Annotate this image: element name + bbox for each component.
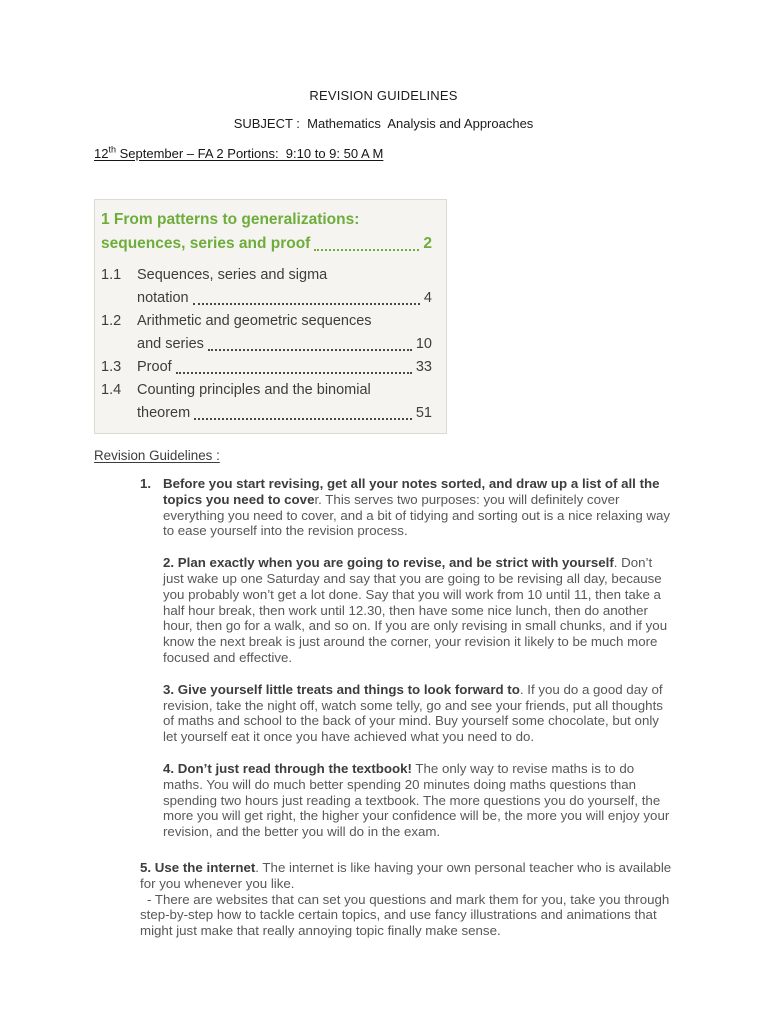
toc-entry-text	[137, 356, 432, 379]
guideline-item-2-bold: 2. Plan exactly when you are going to revise, and be strict with yourself	[163, 555, 614, 571]
guideline-item-2	[163, 555, 673, 666]
guideline-item-1-number: 1.	[140, 476, 152, 491]
guideline-item-4-bold: 4. Don’t just read through the textbook!	[163, 760, 412, 776]
toc-chapter-line2	[101, 232, 432, 256]
guideline-item-1-text	[163, 476, 673, 539]
guideline-item-2-rest: . Don’t just wake up one Saturday and say that you are going to be revising all day, because you probably won’t get a lot done. Say that you will work from 10 until 11, then take a half hour break, then work until 12.30, then have some nice lunch, then do another hour, then go for a walk, and so on. If you are only revising in small chunks, and if you know the next break is just around the corner, your revision it likely to be much more focused and effective.	[163, 555, 668, 665]
guideline-item-5-bold: 5. Use the internet	[140, 859, 256, 875]
toc-entry-line: notation	[137, 290, 189, 306]
toc-dotted-leader	[194, 402, 412, 420]
toc-page-number: 51	[415, 405, 432, 421]
subject-line: SUBJECT : Mathematics Analysis and Approaches	[233, 116, 534, 131]
date-day: 12	[94, 146, 109, 161]
toc-entry-text	[137, 310, 432, 356]
toc-chapter-line2-text: sequences, series and proof	[101, 235, 311, 252]
toc-dotted-leader	[314, 232, 419, 251]
toc-entry-text	[137, 379, 432, 425]
guideline-item-4	[163, 761, 673, 840]
toc-entry-line: and series	[137, 336, 204, 352]
guideline-item-1-bold: Before you start revising, get all your notes sorted, and draw up a list of all the topics you need to cove	[163, 476, 660, 507]
guideline-item-3	[163, 682, 673, 745]
toc-dotted-leader	[208, 333, 412, 351]
toc-page-number: 4	[423, 290, 432, 306]
exam-date-underlined	[94, 146, 383, 161]
toc-entry-line: Counting principles and the binomial	[137, 382, 371, 398]
toc-entry-line: Sequences, series and sigma	[137, 267, 328, 283]
guideline-item-5-note: - There are websites that can set you questions and mark them for you, take you through step-by-step how to tackle certain topics, and use fancy illustrations and animations that might just make that really annoying topic finally make sense.	[140, 891, 670, 939]
guideline-item-3-rest: . If you do a good day of revision, take the night off, watch some telly, go and see your friends, put all thoughts of maths and school to the back of your mind. Buy yourself some chocolate, but only let yourself eat it once you have achieved what you need to do.	[163, 681, 663, 745]
date-rest: September – FA 2 Portions: 9:10 to 9: 50 A M	[115, 146, 384, 161]
guideline-item-1	[140, 476, 673, 539]
toc-dotted-leader	[193, 287, 420, 305]
toc-entry-text	[137, 264, 432, 310]
toc-entry-line: Proof	[137, 359, 172, 375]
toc-page-number: 33	[415, 359, 432, 375]
guideline-item-3-bold: 3. Give yourself little treats and things to look forward to	[163, 681, 520, 697]
exam-date-heading	[94, 146, 673, 161]
guidelines-heading: Revision Guidelines :	[94, 448, 220, 463]
toc-entry-number: 1.2	[101, 313, 122, 329]
toc-chapter-line1: 1 From patterns to generalizations:	[101, 211, 360, 228]
toc-entry	[101, 310, 432, 356]
toc-entry-line: theorem	[137, 405, 191, 421]
guideline-item-4-rest: The only way to revise maths is to do maths. You will do much better spending 20 minutes doing maths questions than spending two hours just reading a textbook. The more questions you do yourself, the more you will get right, the higher your confidence will be, the more you will enjoy your revision, and the better you will do in the exam.	[163, 760, 670, 840]
guideline-item-5-rest: . The internet is like having your own personal teacher who is available for you whenever you like.	[140, 859, 672, 891]
toc-entry-line: Arithmetic and geometric sequences	[137, 313, 372, 329]
toc-chapter-page-number: 2	[423, 235, 432, 252]
toc-entry-list	[101, 264, 432, 425]
toc-entry	[101, 264, 432, 310]
toc-entry-number: 1.4	[101, 382, 122, 398]
guideline-item-5	[140, 860, 673, 892]
toc-entry-number: 1.3	[101, 359, 122, 375]
toc-dotted-leader	[176, 356, 412, 374]
toc-image	[94, 199, 447, 434]
toc-entry	[101, 379, 432, 425]
toc-entry	[101, 356, 432, 379]
toc-page-number: 10	[415, 336, 432, 352]
guideline-item-1-rest: r. This serves two purposes: you will definitely cover everything you need to cover, and a bit of tidying and sorting out is a nice relaxing way to ease yourself into the revision process.	[163, 491, 671, 539]
page-title: REVISION GUIDELINES	[309, 88, 458, 103]
date-ordinal-superscript: th	[108, 144, 116, 155]
guidelines-list	[94, 476, 673, 939]
toc-entry-number: 1.1	[101, 267, 122, 283]
toc-chapter-heading	[101, 208, 432, 256]
